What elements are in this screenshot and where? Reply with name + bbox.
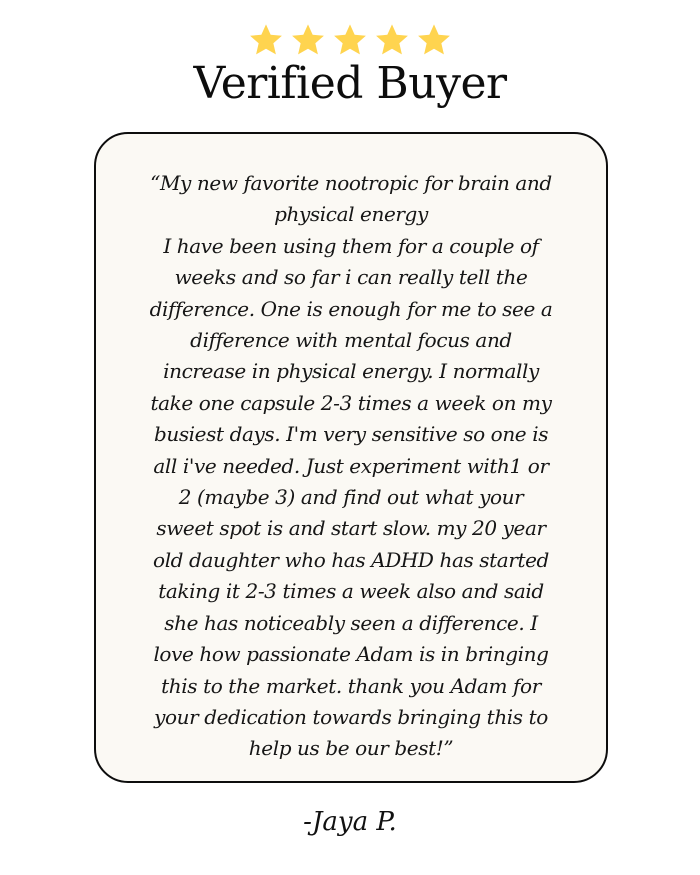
- review-line: difference. One is enough for me to see a: [149, 296, 553, 321]
- review-line: physical energy: [274, 202, 428, 227]
- review-author: -Jaya P.: [303, 807, 397, 837]
- star-icon: [290, 22, 326, 58]
- review-line: increase in physical energy. I normally: [163, 359, 539, 384]
- review-line: love how passionate Adam is in bringing: [153, 642, 549, 667]
- review-line: your dedication towards bringing this to: [154, 704, 548, 729]
- page-title: Verified Buyer: [193, 58, 507, 109]
- star-icon: [416, 22, 452, 58]
- review-line: “My new favorite nootropic for brain and: [150, 171, 552, 195]
- review-line: difference with mental focus and: [190, 328, 512, 353]
- review-line: all i've needed. Just experiment with1 or: [153, 453, 549, 478]
- review-line: taking it 2-3 times a week also and said: [158, 579, 544, 604]
- review-text: [143, 168, 559, 765]
- star-icon: [248, 22, 284, 58]
- review-line: help us be our best!”: [248, 736, 454, 761]
- review-line: this to the market. thank you Adam for: [161, 673, 541, 698]
- review-line: sweet spot is and start slow. my 20 year: [156, 516, 546, 541]
- review-line: busiest days. I'm very sensitive so one is: [153, 422, 549, 447]
- star-icon: [374, 22, 410, 58]
- review-line: weeks and so far i can really tell the: [174, 265, 528, 290]
- star-icon: [332, 22, 368, 58]
- review-line: I have been using them for a couple of: [163, 233, 539, 258]
- review-line: she has noticeably seen a difference. I: [164, 610, 538, 635]
- star-rating: [0, 22, 700, 58]
- review-line: take one capsule 2-3 times a week on my: [150, 390, 552, 415]
- review-line: old daughter who has ADHD has started: [153, 547, 549, 572]
- review-line: 2 (maybe 3) and find out what your: [178, 485, 524, 510]
